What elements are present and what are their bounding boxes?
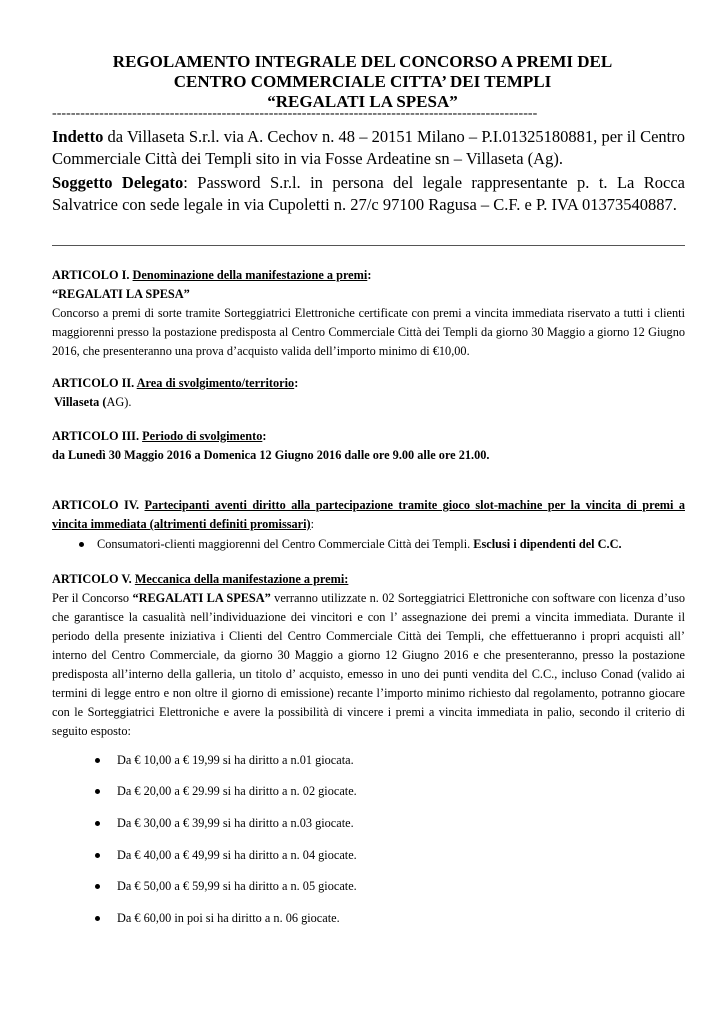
- bullet-icon: [95, 884, 100, 889]
- document-title-line-1: REGOLAMENTO INTEGRALE DEL CONCORSO A PREMI DEL: [112, 52, 613, 71]
- article-1-title: Denominazione della manifestazione a premi: [132, 268, 368, 282]
- article-4-bullet-text: Consumatori-clienti maggiorenni del Centro Commerciale Città dei Templi.: [97, 537, 474, 551]
- article-2-heading: [52, 374, 685, 393]
- article-4-bullet-exclusion: Esclusi i dipendenti del C.C.: [473, 537, 622, 551]
- article-5-body: [52, 589, 685, 741]
- article-4-label: ARTICOLO IV.: [52, 498, 145, 512]
- article-3-heading: [52, 427, 685, 446]
- article-1-body: Concorso a premi di sorte tramite Sorteggiatrici Elettroniche certificate con premi a vincita immediata riservato a tutti i clienti maggiorenni presso la postazione predisposta al Centro Commerciale Città dei Templi da giorno 30 Maggio a giorno 12 Giugno 2016, che presenteranno una prova d’acquisto valida dell’importo minimo di €10,00.: [52, 306, 685, 358]
- indetto-text: da Villaseta S.r.l. via A. Cechov n. 48 – 20151 Milano – P.I.01325180881, per il Centro Commerciale Città dei Templi sito in via Fosse Ardeatine sn – Villaseta (Ag).: [52, 127, 685, 168]
- document-title-line-3: “REGALATI LA SPESA”: [267, 92, 458, 111]
- article-4-colon: :: [310, 517, 315, 531]
- article-4-heading: [52, 496, 685, 534]
- article-4: [52, 496, 685, 534]
- bullet-icon: [79, 542, 84, 547]
- article-5-label: ARTICOLO V.: [52, 572, 135, 586]
- bullet-icon: [95, 821, 100, 826]
- tier-item: Da € 30,00 a € 39,99 si ha diritto a n.03 giocate.: [117, 816, 354, 830]
- article-4-bullet: [97, 536, 622, 552]
- article-5-body-post: verranno utilizzate n. 02 Sorteggiatrici Elettroniche con software con licenza d’uso che garantisce la casualità nell’individuazione dei vincitori e con l’ assegnazione dei premi a vincita immediata. Durante il periodo della presente iniziativa i Clienti del Centro Commerciale Città dei Templi, che effettueranno i propri acquisti all’ interno del Centro Commerciale, da giorno 30 Maggio a giorno 12 Giugno 2016 e che presenteranno, presso la postazione predisposta all’interno della galleria, un titolo d’ acquisto, emesso in uno dei punti vendita del C.C., incluso Conad (valido ai termini di legge entro e non oltre il giorno di emissione) recante l’importo minimo richiesto dal regolamento, potranno giocare con le Sorteggiatrici Elettroniche e avere la possibilità di vincere i premi a vincita immediata in palio, secondo il criterio di seguito esposto:: [52, 591, 686, 738]
- indetto-paragraph: [52, 126, 685, 170]
- article-5: [52, 570, 685, 741]
- tier-item: Da € 20,00 a € 29.99 si ha diritto a n. 02 giocate.: [117, 784, 357, 798]
- article-2-place-name: Villaseta (: [54, 395, 107, 409]
- soggetto-paragraph: [52, 172, 685, 216]
- article-1-heading: [52, 266, 685, 285]
- bullet-icon: [95, 853, 100, 858]
- tier-item: Da € 50,00 a € 59,99 si ha diritto a n. 05 giocate.: [117, 879, 357, 893]
- horizontal-rule: [52, 245, 685, 246]
- article-2-label: ARTICOLO II.: [52, 376, 137, 390]
- bullet-icon: [95, 916, 100, 921]
- article-5-body-pre: Per il Concorso: [52, 591, 133, 605]
- article-3: [52, 427, 685, 465]
- bullet-icon: [95, 789, 100, 794]
- bullet-icon: [95, 758, 100, 763]
- article-5-heading: [52, 570, 685, 589]
- article-4-title: Partecipanti aventi diritto alla partecipazione tramite gioco slot-machine per la vincita di premi a vincita immediata (altrimenti definiti promissari): [52, 498, 685, 531]
- article-2: [52, 374, 685, 412]
- dashed-separator: -------------------------------------------------------------------------------------------------------: [52, 106, 538, 121]
- article-1-colon: :: [367, 268, 372, 282]
- soggetto-label: Soggetto Delegato: [52, 173, 184, 192]
- tier-item: Da € 40,00 a € 49,99 si ha diritto a n. 04 giocate.: [117, 848, 357, 862]
- article-2-place-province: AG).: [106, 395, 132, 409]
- article-3-title: Periodo di svolgimento: [142, 429, 263, 443]
- soggetto-text: : Password S.r.l. in persona del legale rappresentante p. t. La Rocca Salvatrice con sede legale in via Cupoletti n. 27/c 97100 Ragusa – C.F. e P. IVA 01373540887.: [52, 173, 685, 214]
- article-2-title: Area di svolgimento/territorio: [136, 376, 295, 390]
- article-1-label: ARTICOLO I.: [52, 268, 133, 282]
- article-3-period: da Lunedì 30 Maggio 2016 a Domenica 12 Giugno 2016 dalle ore 9.00 alle ore 21.00.: [52, 448, 490, 462]
- article-2-colon: :: [294, 376, 299, 390]
- tier-item: Da € 60,00 in poi si ha diritto a n. 06 giocate.: [117, 911, 340, 925]
- article-3-colon: :: [262, 429, 267, 443]
- article-1: [52, 266, 685, 361]
- article-1-contest-name: “REGALATI LA SPESA”: [52, 287, 190, 301]
- article-3-label: ARTICOLO III.: [52, 429, 143, 443]
- article-2-place: [52, 393, 685, 412]
- tier-item: Da € 10,00 a € 19,99 si ha diritto a n.01 giocata.: [117, 753, 354, 767]
- document-title-line-2: CENTRO COMMERCIALE CITTA’ DEI TEMPLI: [173, 72, 552, 91]
- article-5-contest-name: “REGALATI LA SPESA”: [132, 591, 271, 605]
- article-5-title: Meccanica della manifestazione a premi:: [134, 572, 349, 586]
- indetto-label: Indetto: [52, 127, 104, 146]
